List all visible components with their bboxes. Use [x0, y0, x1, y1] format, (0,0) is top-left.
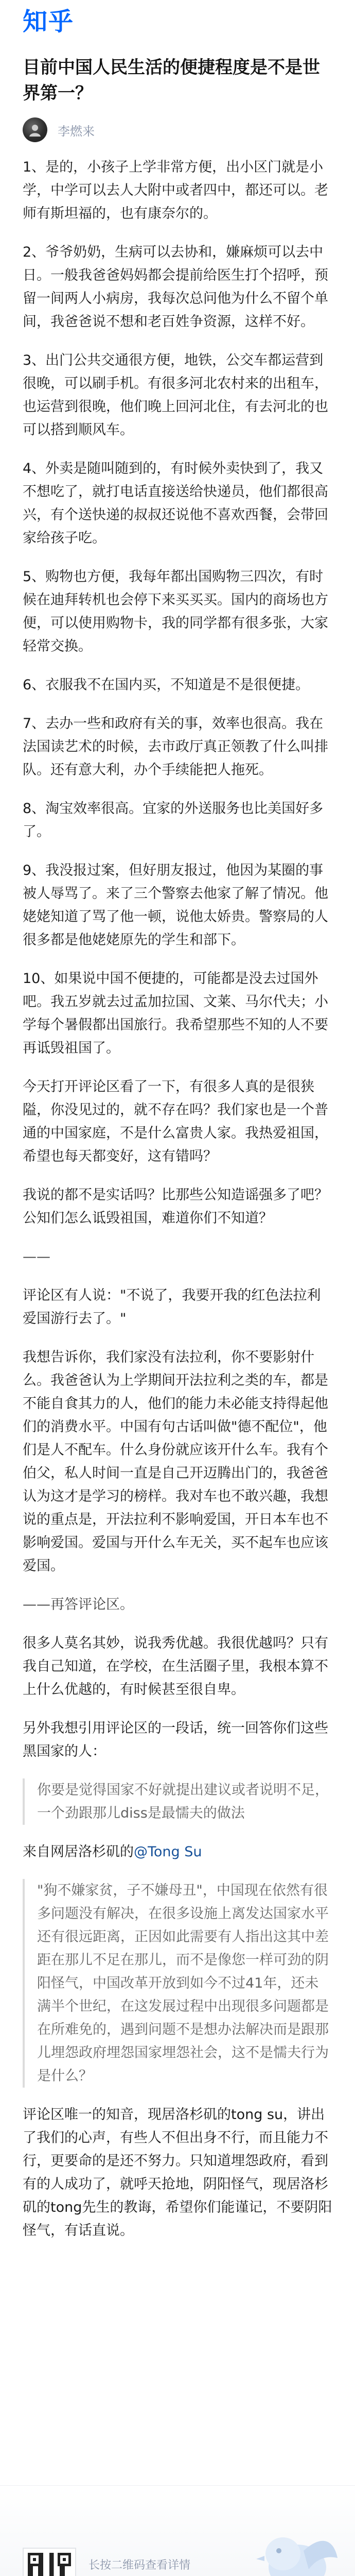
author-row[interactable] — [23, 114, 332, 145]
answer-paragraph: 5、购物也方便，我每年都出国购物三四次，有时候在迪拜转机也会停下来买买买。国内的商场也方便，可以使用购物卡，我的同学都有很多张，大家轻常交换。 — [23, 569, 328, 654]
answer-body — [23, 156, 332, 2242]
qr-code-icon — [28, 2553, 71, 2576]
answer-paragraph: 评论区有人说："不说了，我要开我的红色法拉利爱国游行去了。" — [23, 1287, 321, 1327]
answer-paragraph: 我想告诉你，我们家没有法拉利，你不要影射什么。我爸爸认为上学期间开法拉利之类的车，都是不能自食其力的人，他们的能力未必能支持得起他们的消费水平。中国有句古话叫做"德不配位"，他们是人不配车。什么身份就应该开什么车。我有个伯父，私人时间一直是自己开迈腾出门的，我爸爸认为这才是学习的榜样。我对车也不敢兴趣，我想说的重点是，开法拉利不影响爱国，开日本车也不影响爱国。爱国与开什么车无关，买不起车也应该爱国。 — [23, 1349, 328, 1574]
blockquote: 你要是觉得国家不好就提出建议或者说明不足，一个劲跟那儿diss是最懦夫的做法 — [23, 1778, 332, 1825]
answer-paragraph: 另外我想引用评论区的一段话，统一回答你们这些黑国家的人： — [23, 1720, 328, 1759]
qr-code[interactable] — [23, 2548, 76, 2576]
source-prefix: 来自网居洛杉矶的 — [23, 1844, 134, 1860]
user-avatar-icon — [27, 122, 43, 138]
answer-paragraph: 很多人莫名其妙，说我秀优越。我很优越吗？只有我自己知道，在学校，在生活圈子里，我根本算不上什么优越的，有时候甚至很自卑。 — [23, 1635, 328, 1698]
answer-paragraph: 6、衣服我不在国内买，不知道是不是很便捷。 — [23, 677, 310, 693]
quote-source — [23, 1840, 332, 1863]
answer-paragraph: 评论区唯一的知音，现居洛杉矶的tong su，讲出了我们的心声，有些人不但出身不行，而且能力不行，更要命的是还不努力。只知道埋怨政府，看到有的人成功了，就呼天抢地，阴阳怪气，现居洛杉矶的tong先生的教诲，希望你们能谨记，不要阴阳怪气，有话直说。 — [23, 2107, 332, 2239]
answer-paragraph: 7、去办一些和政府有关的事，效率也很高。我在法国读艺术的时候，去市政厅真正领教了什么叫排队。还有意大利，办个手续能把人拖死。 — [23, 716, 328, 778]
answer-paragraph: 8、淘宝效率很高。宜家的外送服务也比美国好多了。 — [23, 801, 324, 840]
answer-paragraph: 4、外卖是随叫随到的，有时候外卖快到了，我又不想吃了，就打电话直接送给快递员，他们都很高兴，有个送快递的叔叔还说他不喜欢西餐，会带回家给孩子吃。 — [23, 461, 328, 546]
zhihu-bird-icon — [247, 2512, 340, 2576]
section-divider: ——再答评论区。 — [23, 1597, 134, 1613]
section-divider: —— — [23, 1249, 50, 1265]
answer-paragraph: 我说的都不是实话吗？比那些公知造谣强多了吧？公知们怎么诋毁祖国，难道你们不知道？ — [23, 1187, 328, 1226]
answer-paragraph: 2、爷爷奶奶，生病可以去协和，嫌麻烦可以去中日。一般我爸爸妈妈都会提前给医生打个招呼，预留一间两人小病房，我每次总问他为什么不留个单间，我爸爸说不想和老百姓争资源，这样不好。 — [23, 244, 328, 330]
answer-paragraph: 今天打开评论区看了一下，有很多人真的是很狭隘，你没见过的，就不存在吗？我们家也是一个普通的中国家庭，不是什么富贵人家。我热爱祖国，希望也每天都变好，这有错吗？ — [23, 1079, 328, 1164]
answer-paragraph: 9、我没报过案，但好朋友报过，他因为某圈的事被人辱骂了。来了三个警察去他家了解了情况。他姥姥知道了骂了他一顿，说他太娇贵。警察局的人很多都是他姥姥原先的学生和部下。 — [23, 862, 328, 948]
footer-text — [88, 2557, 190, 2576]
footer-line-1: 长按二维码查看详情 — [88, 2559, 191, 2572]
answer-paragraph: 1、是的，小孩子上学非常方便，出小区门就是小学，中学可以去人大附中或者四中，都还可以。老师有斯坦福的，也有康奈尔的。 — [23, 159, 328, 222]
user-mention-link[interactable]: @Tong Su — [134, 1844, 202, 1860]
author-name[interactable]: 李燃来 — [58, 124, 95, 139]
blockquote: "狗不嫌家贫，子不嫌母丑"，中国现在依然有很多问题没有解决，在很多设施上离发达国家水平还有很远距离，正因如此需要有人指出这其中差距在那儿不足在那儿，而不是像您一样可劲的阴阳怪气，中国改革开放到如今不过41年，还未满半个世纪，在这发展过程中出现很多问题都是在所难免的，遇到问题不是想办法解决而是跟那儿埋怨政府埋怨国家埋怨社会，这不是懦夫行为是什么？ — [23, 1879, 332, 2088]
zhihu-logo[interactable]: 知乎 — [23, 7, 75, 36]
question-title[interactable]: 目前中国人民生活的便捷程度是不是世界第一？ — [23, 57, 320, 104]
answer-paragraph: 10、如果说中国不便捷的，可能都是没去过国外吧。我五岁就去过孟加拉国、文莱、马尔代夫；小学每个暑假都出国旅行。我希望那些不知的人不要再诋毁祖国了。 — [23, 971, 328, 1056]
header — [0, 0, 355, 49]
share-footer — [0, 2485, 355, 2576]
avatar[interactable] — [23, 117, 47, 142]
answer-paragraph: 3、出门公共交通很方便，地铁，公交车都运营到很晚，可以刷手机。有很多河北农村来的出租车，也运营到很晚，他们晚上回河北住，有去河北的也可以搭到顺风车。 — [23, 352, 328, 438]
